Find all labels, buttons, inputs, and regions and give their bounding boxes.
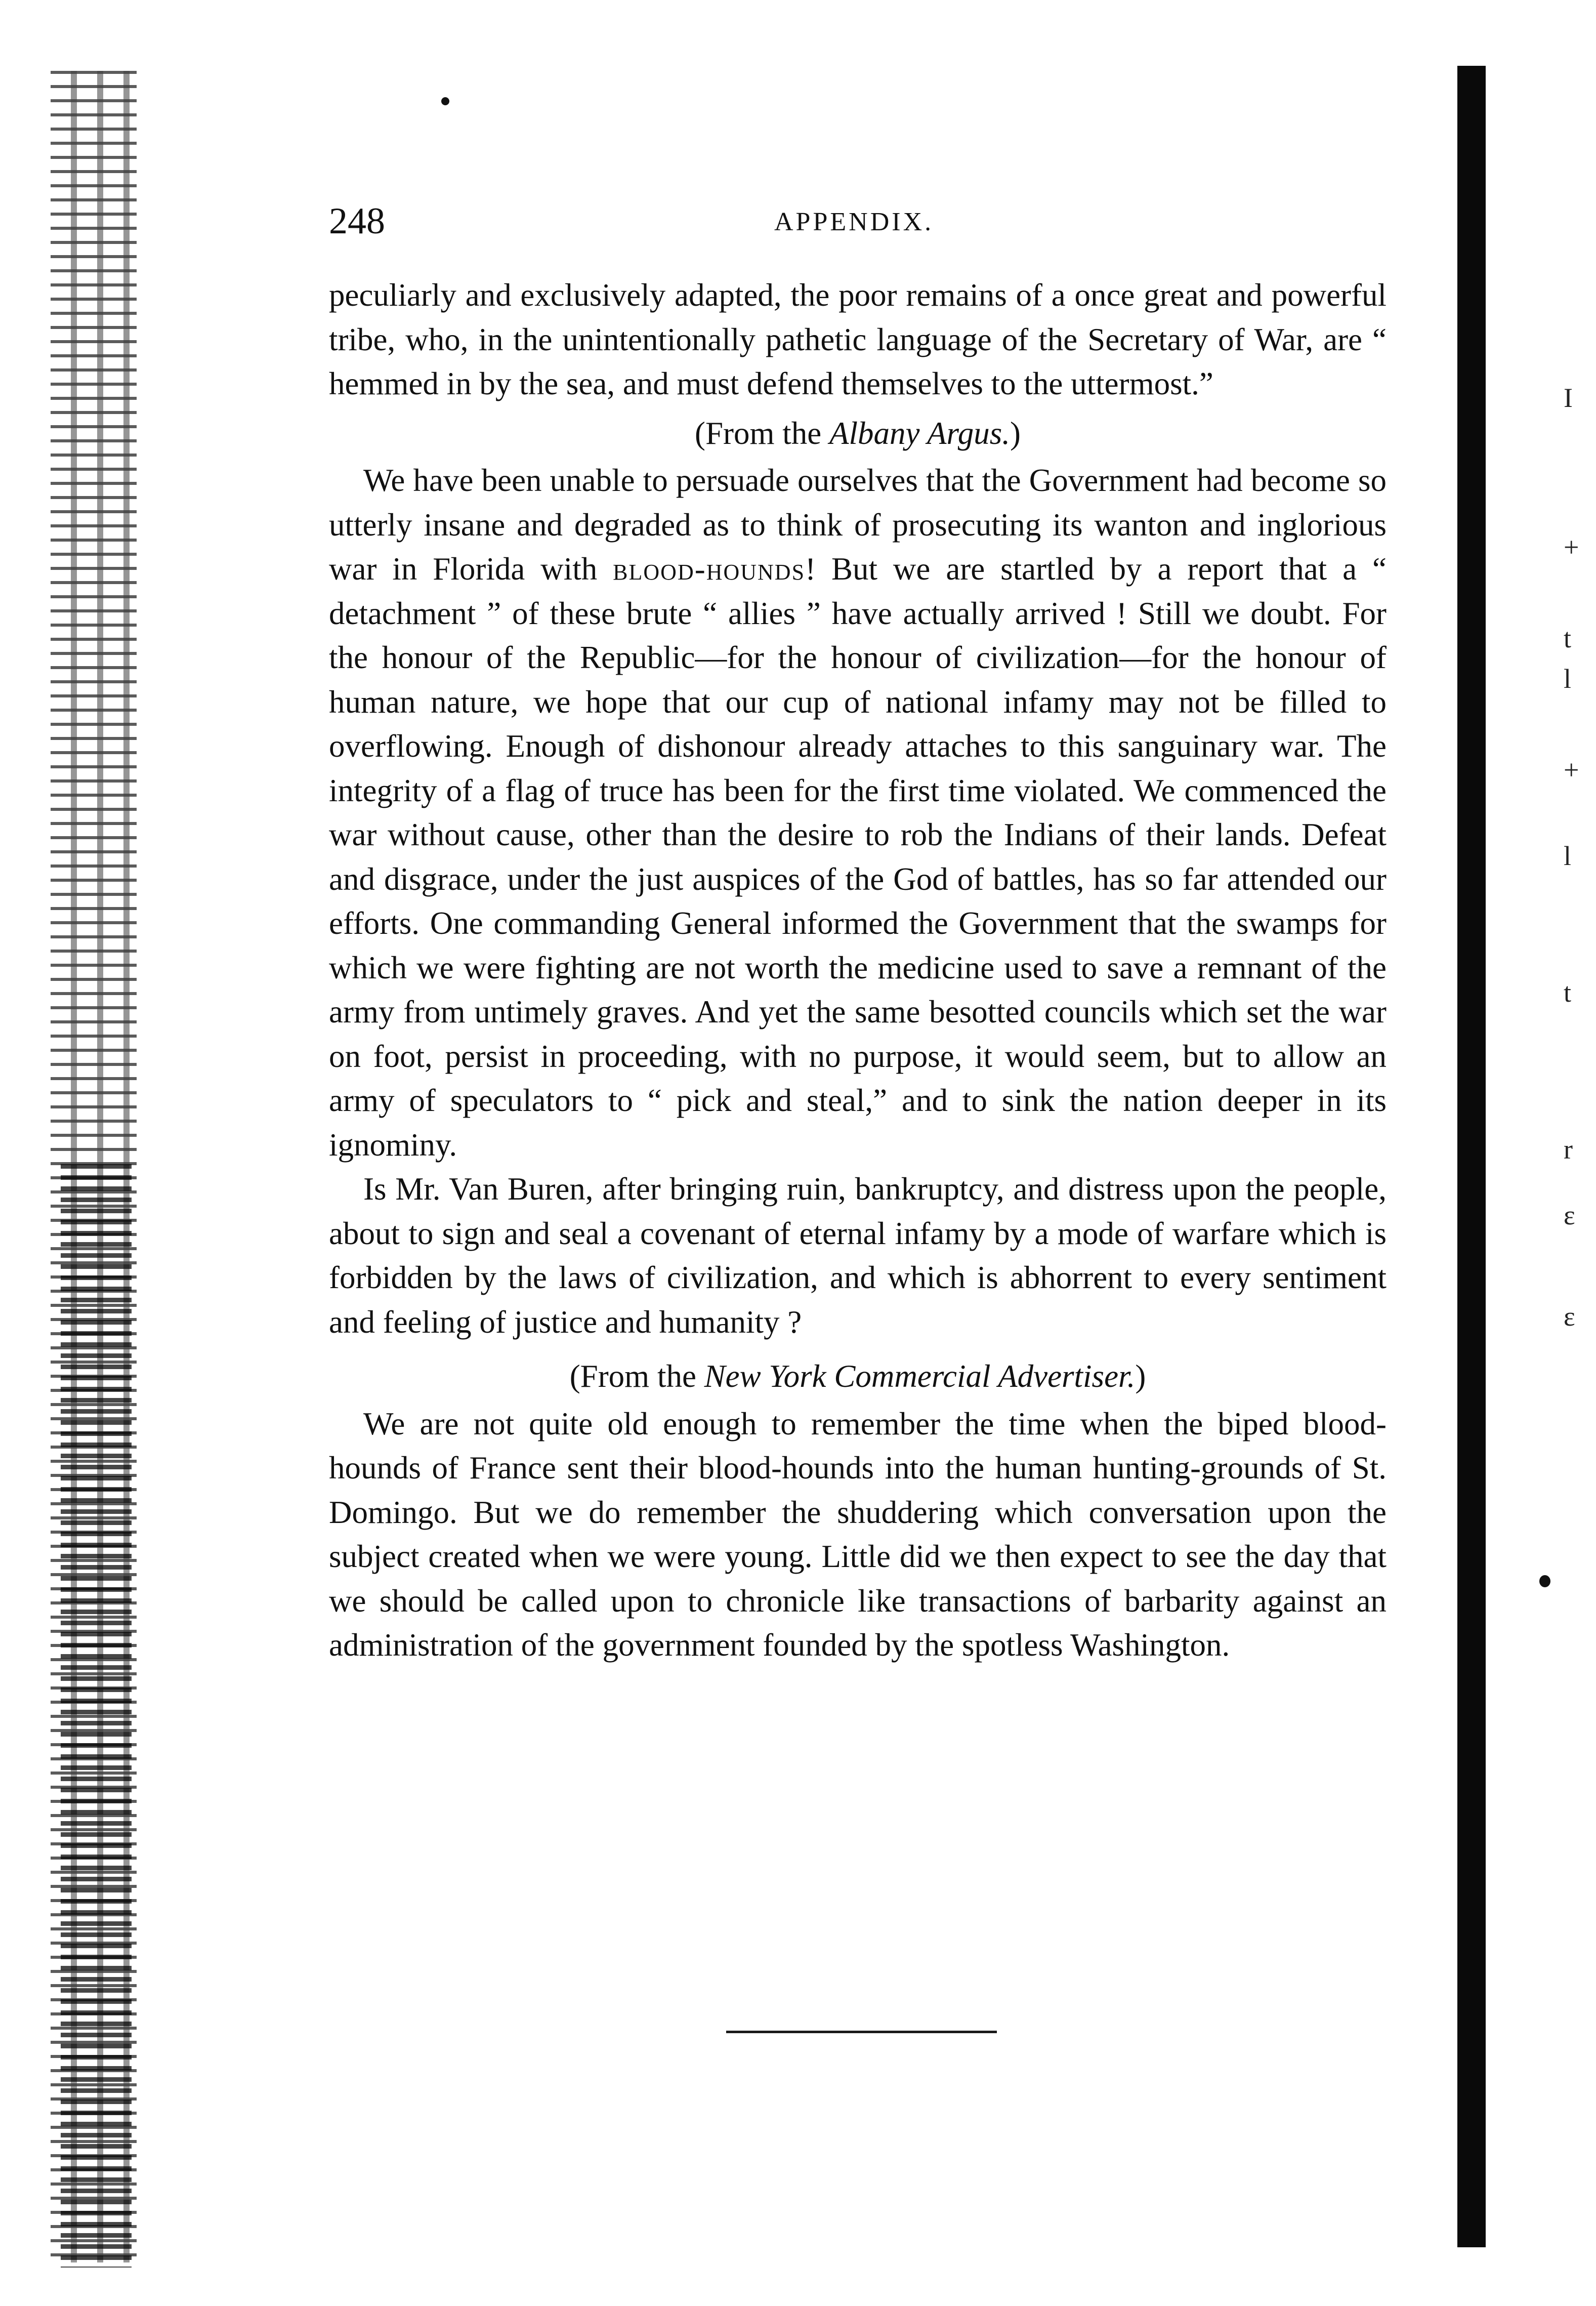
advertiser-paragraph-1: We are not quite old enough to remember the time when the biped blood-hounds of France sent their blood-hounds into the human hunting-grounds of St. Domingo. But we do remember the shuddering which conversation upon the subject created when we were young. Little did we then expect to see the day that we should be called upon to chronicle like transactions of barbarity against an administration of the government founded by the spotless Washington. bbox=[329, 1406, 1387, 1663]
margin-fragment: + bbox=[1564, 755, 1579, 785]
margin-fragment: I bbox=[1564, 383, 1573, 413]
margin-fragment: ɛ bbox=[1564, 1200, 1575, 1230]
section-end-rule bbox=[726, 2031, 997, 2033]
source-heading-commercial-advertiser bbox=[329, 1354, 1387, 1399]
argus-paragraph-1 bbox=[329, 459, 1387, 1167]
source-prefix: (From the bbox=[695, 415, 829, 451]
margin-fragment: r bbox=[1564, 1134, 1573, 1165]
page-number: 248 bbox=[329, 200, 385, 242]
page-header bbox=[329, 200, 1392, 245]
margin-fragment: t bbox=[1564, 977, 1572, 1008]
binding-edge-shadow-lower bbox=[61, 1164, 132, 2268]
newspaper-title: New York Commercial Advertiser. bbox=[704, 1358, 1136, 1394]
source-suffix: ) bbox=[1010, 415, 1021, 451]
page-edge-bar bbox=[1457, 66, 1486, 2247]
margin-fragment: ɛ bbox=[1564, 1301, 1575, 1332]
source-suffix: ) bbox=[1135, 1358, 1146, 1394]
source-heading-albany-argus bbox=[329, 411, 1387, 456]
margin-fragment: l bbox=[1564, 664, 1572, 694]
argus-text-before: We have been unable to persuade ourselves that the Government had become so utterly insane and degraded as to think of prosecuting its wanton and inglorious war in Florida with bbox=[329, 463, 1387, 587]
body-text bbox=[329, 273, 1387, 1668]
source-prefix: (From the bbox=[569, 1358, 704, 1394]
blood-hounds-smallcaps: blood-hounds bbox=[613, 551, 806, 587]
margin-fragment: t bbox=[1564, 623, 1572, 653]
margin-fragment: l bbox=[1564, 841, 1572, 871]
argus-paragraph-2: Is Mr. Van Buren, after bringing ruin, bankruptcy, and distress upon the people, about to sign and seal a covenant of eternal infamy by a mode of warfare which is forbidden by the laws of civilization, and which is abhorrent to every sentiment and feeling of justice and humanity ? bbox=[329, 1171, 1387, 1340]
margin-fragment: + bbox=[1564, 532, 1579, 562]
newspaper-title: Albany Argus. bbox=[829, 415, 1010, 451]
argus-text-after: ! But we are startled by a report that a “ detachment ” of these brute “ allies ” have actually arrived ! Still we doubt. For the honour of the Republic—for the honour of civilization—for the honour of human nature, we hope that our cup of national infamy may not be filled to overflowing. Enough of dishonour already attaches to this sanguinary war. The integrity of a flag of truce has been for the first time violated. We commenced the war without cause, other than the desire to rob the Indians of their lands. Defeat and disgrace, under the just auspices of the God of battles, has so far attended our efforts. One commanding General informed the Government that the swamps for which we were fighting are not worth the medicine used to save a remnant of the army from untimely graves. And yet the same besotted councils which set the war on foot, persist in proceeding, with no purpose, it would seem, but to allow an army of speculators to “ pick and steal,” and to sink the nation deeper in its ignominy. bbox=[329, 551, 1387, 1163]
intro-paragraph: peculiarly and exclusively adapted, the poor remains of a once great and powerful tribe, who, in the unintentionally pathetic language of the Secretary of War, are “ hemmed in by the sea, and must defend themselves to the uttermost.” bbox=[329, 277, 1387, 401]
running-head: APPENDIX. bbox=[774, 208, 934, 236]
ink-speck bbox=[1539, 1575, 1550, 1587]
ink-speck bbox=[441, 97, 449, 105]
